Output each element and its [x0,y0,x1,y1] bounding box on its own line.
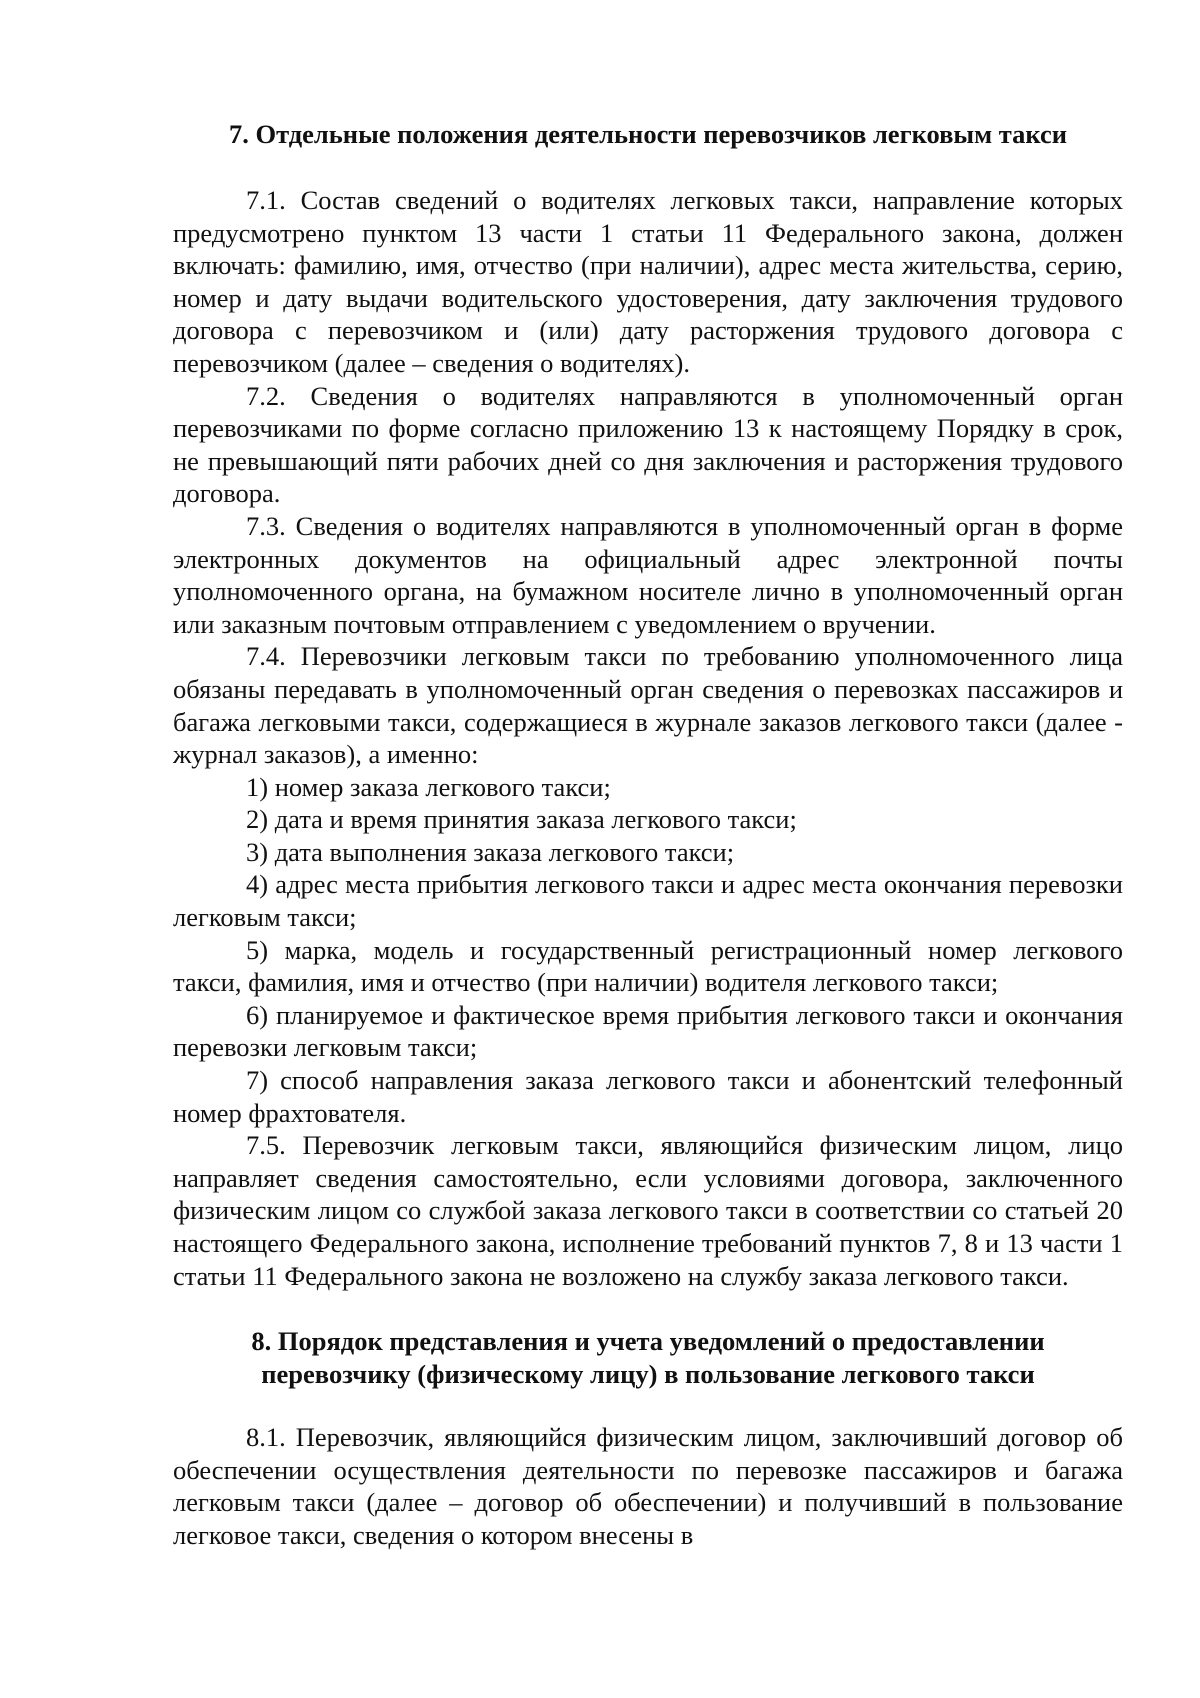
list-item-6: 6) планируемое и фактическое время прибытия легкового такси и окончания перевозки легковым такси; [173,999,1123,1063]
list-item-3: 3) дата выполнения заказа легкового такси; [246,836,735,867]
list-item-2: 2) дата и время принятия заказа легкового такси; [246,804,797,835]
list-item-4: 4) адрес места прибытия легкового такси и адрес места окончания перевозки легковым такси; [173,869,1123,933]
paragraph-8-1: 8.1. Перевозчик, являющийся физическим лицом, заключивший договор об обеспечении осуществления деятельности по перевозке пассажиров и багажа легковым такси (далее – договор об обеспечении) и получивший в пользование легковое такси, сведения о котором внесены в [173,1422,1123,1550]
section-8-title-line-1: 8. Порядок представления и учета уведомлений о предоставлении [251,1326,1045,1357]
paragraph-7-4: 7.4. Перевозчики легковым такси по требованию уполномоченного лица обязаны передавать в уполномоченный орган сведения о перевозках пассажиров и багажа легковыми такси, содержащиеся в журнале заказов легкового такси (далее - журнал заказов), а именно: [173,641,1123,770]
paragraph-7-5: 7.5. Перевозчик легковым такси, являющийся физическим лицом, лицо направляет сведения самостоятельно, если условиями договора, заключенного физическим лицом со службой заказа легкового такси в соответствии со статьей 20 настоящего Федерального закона, исполнение требований пунктов 7, 8 и 13 части 1 статьи 11 Федерального закона не возложено на службу заказа легкового такси. [173,1130,1123,1291]
list-item-5: 5) марка, модель и государственный регистрационный номер легкового такси, фамилия, имя и отчество (при наличии) водителя легкового такси; [173,934,1123,998]
list-item-7: 7) способ направления заказа легкового такси и абонентский телефонный номер фрахтователя. [173,1065,1123,1128]
paragraph-7-2: 7.2. Сведения о водителях направляются в уполномоченный орган перевозчиками по форме согласно приложению 13 к настоящему Порядку в срок, не превышающий пяти рабочих дней со дня заключения и расторжения трудового договора. [173,380,1123,509]
section-8-title-line-2: перевозчику (физическому лицу) в пользование легкового такси [261,1359,1035,1390]
document-page [173,104,1123,1552]
section-7-title: 7. Отдельные положения деятельности перевозчиков легковым такси [228,119,1068,149]
section-8-title [173,1325,1123,1391]
list-item-1: 1) номер заказа легкового такси; [246,771,611,802]
paragraph-7-1: 7.1. Состав сведений о водителях легковых такси, направление которых предусмотрено пунктом 13 части 1 статьи 11 Федерального закона, должен включать: фамилию, имя, отчество (при наличии), адрес места жительства, серию, номер и дату выдачи водительского удостоверения, дату заключения трудового договора с перевозчиком и (или) дату расторжения трудового договора с перевозчиком (далее – сведения о водителях). [173,185,1123,378]
paragraph-7-3: 7.3. Сведения о водителях направляются в уполномоченный орган в форме электронных документов на официальный адрес электронной почты уполномоченного органа, на бумажном носителе лично в уполномоченный орган или заказным почтовым отправлением с уведомлением о вручении. [173,510,1123,639]
